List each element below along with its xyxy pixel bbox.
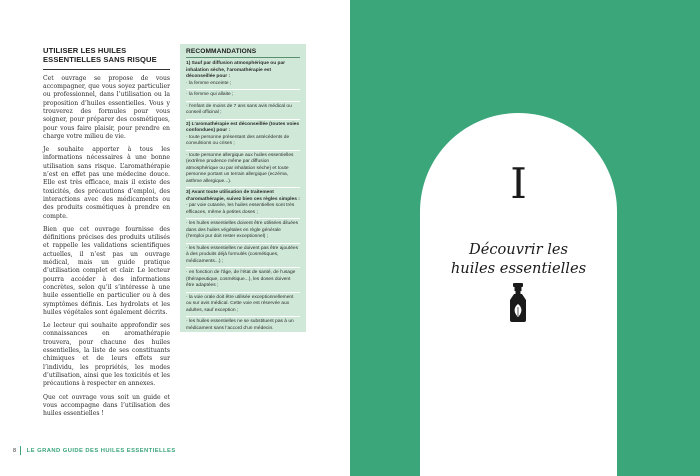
chapter-arch: [420, 113, 617, 476]
book-title: LE GRAND GUIDE DES HUILES ESSENTIELLES: [26, 447, 176, 454]
paragraph-intro: Cet ouvrage se propose de vous accompagner, que vous soyez particulier ou professionnel, dans l’utilisation ou la proposition d’huiles essentielles. Vous y trouverez des formules pour vous soigner, pour préparer des cosmétiques, pour vous faire plaisir, pour prendre en charge votre milieu de vie.: [43, 74, 170, 140]
recommendation-item: · l’enfant de moins de 7 ans sans avis médical ou conseil officinal ;: [186, 104, 300, 120]
page-footer: [13, 446, 176, 455]
recommendation-item: · en fonction de l’âge, de l’état de santé, de l’usage (thérapeutique, cosmétique...), les doses doivent être adaptées ;: [186, 270, 300, 293]
recommendation-item: · les huiles essentielles doivent être utilisées diluées dans des huiles végétales en règle générale (l’emploi pur doit rester exceptionnel) ;: [186, 221, 300, 244]
recommendation-item: · la femme enceinte ;: [186, 81, 300, 91]
recommendations-box: [180, 44, 306, 332]
recommendation-item: · toute personne allergique aux huiles essentielles (extrême prudence même par diffusion atmosphérique ou par inhalation sèche) et toute personne portant un terrain allergique (eczéma, asthme allergique...).: [186, 153, 300, 189]
footer-divider: [20, 446, 21, 455]
paragraph-safety: Je souhaite apporter à tous les informations nécessaires à une bonne utilisation sans risque. L’aromathérapie n’est en effet pas une médecine douce. Elle est très efficace, mais il existe des toxicités, des précautions d’emploi, des interactions avec des médicaments ou des produits cosmétiques à prendre en compte.: [43, 146, 170, 220]
section-heading: UTILISER LES HUILES ESSENTIELLES SANS RISQUE: [43, 46, 170, 70]
chapter-title: [420, 240, 617, 278]
recommendation-heading: 2) L’aromathérapie est déconseillée (toutes voies confondues) pour :: [186, 121, 300, 133]
recommendation-heading: 3) Avant toute utilisation de traitement d’aromathérapie, suivez bien ces règles simples :: [186, 190, 300, 202]
recommendations-list: [186, 61, 300, 335]
chapter-number: I: [510, 159, 527, 208]
main-column: [43, 46, 170, 418]
chapter-title-line-2: huiles essentielles: [450, 260, 587, 277]
chapter-title-line-1: Découvrir les: [469, 241, 568, 258]
right-page: [350, 0, 700, 476]
page-number: 8: [13, 447, 17, 454]
recommendation-item: · la femme qui allaite ;: [186, 92, 300, 102]
recommendation-item: · la voie orale doit être utilisée exceptionnellement ou sur avis médical. Cette voie est réservée aux adultes, sauf exception ;: [186, 295, 300, 318]
paragraph-advanced: Le lecteur qui souhaite approfondir ses connaissances en aromathérapie trouvera, pour chacune des huiles essentielles, la liste de ses constituants chimiques et de leurs effets sur l’individu, les propriétés, les modes d’utilisation, ainsi que les toxicités et les précautions à respecter en annexes.: [43, 322, 170, 388]
recommendation-item: · les huiles essentielles ne se substituent pas à un médicament sans l’accord d’un médecin.: [186, 319, 300, 335]
recommendation-item: · les huiles essentielles ne doivent pas être ajoutées à des produits déjà formulés (cosmétiques, médicaments...) ;: [186, 246, 300, 269]
recommendation-item: · toute personne présentant des antécédents de convulsions ou crises ;: [186, 135, 300, 151]
main-text: [43, 75, 170, 419]
essential-oil-bottle-icon: [506, 283, 530, 323]
recommendation-item: · par voie cutanée, les huiles essentielles sont très efficaces, même à petites doses ;: [186, 203, 300, 219]
recommendations-title: RECOMMANDATIONS: [186, 48, 300, 58]
recommendation-heading: 1) Sauf par diffusion atmosphérique ou par inhalation sèche, l’aromathérapie est déconseillée pour :: [186, 61, 286, 79]
paragraph-closing: Que cet ouvrage vous soit un guide et vous accompagne dans l’utilisation des huiles essentielles !: [43, 393, 170, 418]
paragraph-guide: Bien que cet ouvrage fournisse des définitions précises des produits utilisés et rappelle les validations scientifiques actuelles, il n’est pas un ouvrage médical, mais un guide pratique d’utilisation complet et clair. Le lecteur pourra accéder à des informations concrètes, selon qu’il s’intéresse à une huile essentielle en particulier ou à des symptômes définis. Les hydrolats et les huiles végétales sont également décrits.: [43, 225, 170, 316]
